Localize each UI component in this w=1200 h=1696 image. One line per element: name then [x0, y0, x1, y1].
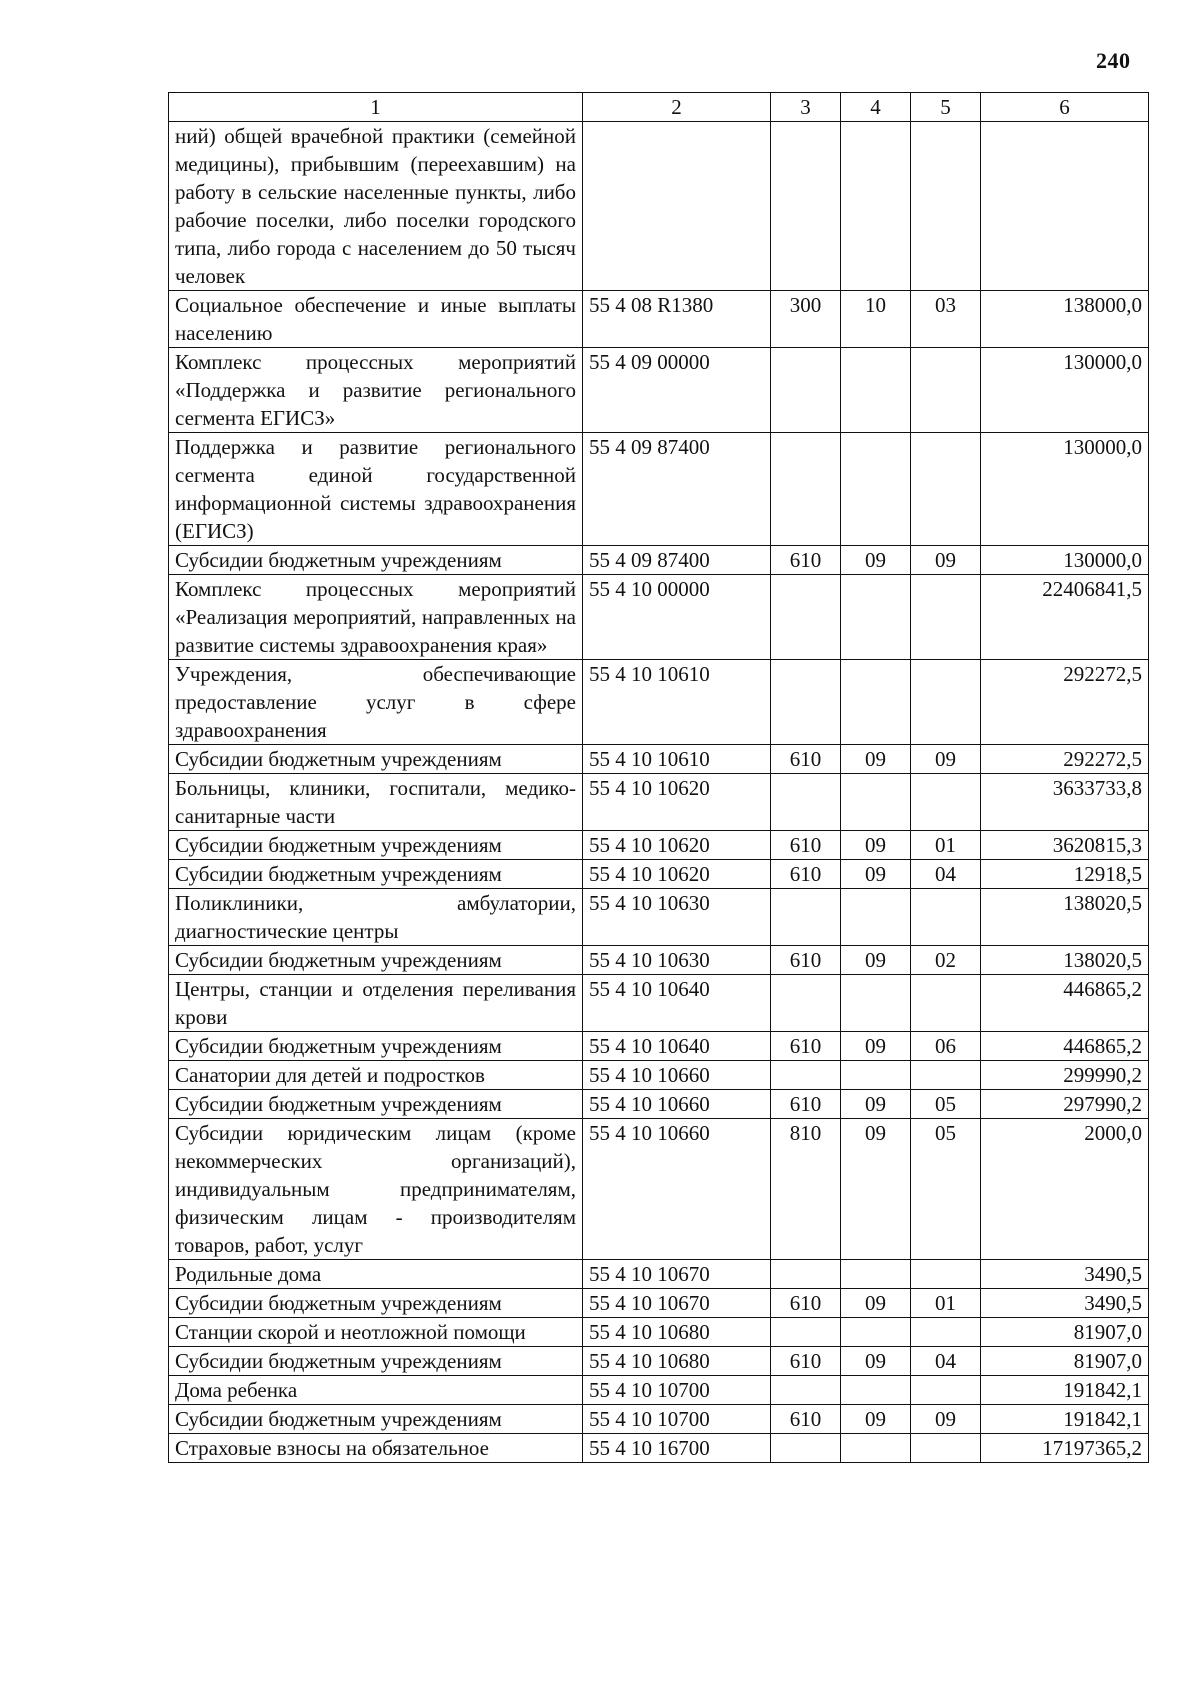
row-col4 [841, 1434, 911, 1463]
row-name: Субсидии бюджетным учреждениям [169, 1405, 583, 1434]
row-col5: 02 [911, 946, 981, 975]
row-name: Субсидии бюджетным учреждениям [169, 860, 583, 889]
row-name: Субсидии бюджетным учреждениям [169, 1347, 583, 1376]
row-name: Станции скорой и неотложной помощи [169, 1318, 583, 1347]
row-name: Субсидии бюджетным учреждениям [169, 745, 583, 774]
row-amount: 130000,0 [981, 433, 1149, 546]
row-col5: 09 [911, 546, 981, 575]
row-col5: 05 [911, 1090, 981, 1119]
row-name: Страховые взносы на обязательное [169, 1434, 583, 1463]
row-amount [981, 122, 1149, 291]
table-row [169, 1061, 1149, 1090]
row-amount: 299990,2 [981, 1061, 1149, 1090]
row-code: 55 4 10 10680 [583, 1347, 771, 1376]
row-col4: 09 [841, 1405, 911, 1434]
row-amount: 191842,1 [981, 1405, 1149, 1434]
row-name: Субсидии бюджетным учреждениям [169, 1090, 583, 1119]
row-col4 [841, 660, 911, 745]
row-col4 [841, 1376, 911, 1405]
row-col3: 610 [771, 1289, 841, 1318]
row-name: Субсидии бюджетным учреждениям [169, 831, 583, 860]
row-code: 55 4 09 87400 [583, 433, 771, 546]
row-col3: 610 [771, 745, 841, 774]
row-name: Дома ребенка [169, 1376, 583, 1405]
row-name: Больницы, клиники, госпитали, медико-санитарные части [169, 774, 583, 831]
row-col4: 10 [841, 291, 911, 348]
row-amount: 2000,0 [981, 1119, 1149, 1260]
row-col3: 810 [771, 1119, 841, 1260]
row-col4 [841, 1260, 911, 1289]
row-name: Комплекс процессных мероприятий «Поддержка и развитие регионального сегмента ЕГИСЗ» [169, 348, 583, 433]
row-code: 55 4 10 00000 [583, 575, 771, 660]
row-amount: 446865,2 [981, 975, 1149, 1032]
row-amount: 81907,0 [981, 1318, 1149, 1347]
row-col4: 09 [841, 1032, 911, 1061]
row-col4 [841, 433, 911, 546]
row-col5: 09 [911, 1405, 981, 1434]
row-col5 [911, 975, 981, 1032]
row-code: 55 4 10 10660 [583, 1061, 771, 1090]
row-col3 [771, 889, 841, 946]
row-col3 [771, 1061, 841, 1090]
row-col3: 610 [771, 831, 841, 860]
table-row [169, 1032, 1149, 1061]
table-row [169, 291, 1149, 348]
row-col5 [911, 889, 981, 946]
row-col4: 09 [841, 1289, 911, 1318]
table-row [169, 1119, 1149, 1260]
row-amount: 3490,5 [981, 1289, 1149, 1318]
row-col4 [841, 889, 911, 946]
row-code: 55 4 10 10630 [583, 946, 771, 975]
table-row [169, 831, 1149, 860]
row-amount: 446865,2 [981, 1032, 1149, 1061]
row-col5: 05 [911, 1119, 981, 1260]
row-col5 [911, 433, 981, 546]
row-col3: 610 [771, 1347, 841, 1376]
table-header [169, 93, 1149, 122]
row-name: Субсидии бюджетным учреждениям [169, 946, 583, 975]
row-amount: 81907,0 [981, 1347, 1149, 1376]
row-col4 [841, 774, 911, 831]
budget-table [168, 92, 1149, 1463]
row-col5: 04 [911, 860, 981, 889]
table-row [169, 774, 1149, 831]
row-col5: 01 [911, 831, 981, 860]
row-col3: 610 [771, 1405, 841, 1434]
row-name: Субсидии бюджетным учреждениям [169, 1289, 583, 1318]
row-code: 55 4 10 10700 [583, 1405, 771, 1434]
row-code: 55 4 10 10680 [583, 1318, 771, 1347]
row-name: Поддержка и развитие регионального сегмента единой государственной информационной системы здравоохранения (ЕГИСЗ) [169, 433, 583, 546]
row-amount: 3633733,8 [981, 774, 1149, 831]
row-code: 55 4 10 10620 [583, 831, 771, 860]
row-col5 [911, 660, 981, 745]
row-col4: 09 [841, 546, 911, 575]
row-col3: 300 [771, 291, 841, 348]
row-name: Субсидии бюджетным учреждениям [169, 546, 583, 575]
row-amount: 138020,5 [981, 889, 1149, 946]
row-col3 [771, 1434, 841, 1463]
row-name: Центры, станции и отделения переливания крови [169, 975, 583, 1032]
row-col3 [771, 1260, 841, 1289]
column-header-3: 3 [771, 93, 841, 122]
page-number: 240 [1096, 48, 1131, 73]
row-code: 55 4 10 10620 [583, 774, 771, 831]
table-row [169, 1376, 1149, 1405]
row-code: 55 4 09 87400 [583, 546, 771, 575]
table-row [169, 1347, 1149, 1376]
table-row [169, 348, 1149, 433]
table-row [169, 745, 1149, 774]
row-amount: 17197365,2 [981, 1434, 1149, 1463]
row-col4 [841, 575, 911, 660]
row-col4 [841, 1061, 911, 1090]
row-col3: 610 [771, 946, 841, 975]
row-code: 55 4 10 10640 [583, 1032, 771, 1061]
row-code: 55 4 10 10660 [583, 1119, 771, 1260]
row-col3 [771, 348, 841, 433]
row-amount: 22406841,5 [981, 575, 1149, 660]
row-amount: 191842,1 [981, 1376, 1149, 1405]
row-col4: 09 [841, 1347, 911, 1376]
table-row [169, 1260, 1149, 1289]
row-col3: 610 [771, 546, 841, 575]
row-col4 [841, 975, 911, 1032]
table-row [169, 860, 1149, 889]
column-header-5: 5 [911, 93, 981, 122]
table-row [169, 1090, 1149, 1119]
table-row [169, 946, 1149, 975]
row-col3: 610 [771, 1032, 841, 1061]
row-col4 [841, 348, 911, 433]
row-col3 [771, 774, 841, 831]
column-header-2: 2 [583, 93, 771, 122]
row-code: 55 4 09 00000 [583, 348, 771, 433]
row-amount: 292272,5 [981, 660, 1149, 745]
row-col5 [911, 122, 981, 291]
row-amount: 12918,5 [981, 860, 1149, 889]
row-col3 [771, 122, 841, 291]
row-amount: 3490,5 [981, 1260, 1149, 1289]
row-amount: 297990,2 [981, 1090, 1149, 1119]
table-row [169, 575, 1149, 660]
column-header-1: 1 [169, 93, 583, 122]
row-col4: 09 [841, 745, 911, 774]
row-col5 [911, 1318, 981, 1347]
row-code: 55 4 10 10620 [583, 860, 771, 889]
row-code: 55 4 08 R1380 [583, 291, 771, 348]
row-amount: 292272,5 [981, 745, 1149, 774]
row-code: 55 4 10 10630 [583, 889, 771, 946]
row-name: Учреждения, обеспечивающие предоставление услуг в сфере здравоохранения [169, 660, 583, 745]
row-code [583, 122, 771, 291]
column-header-6: 6 [981, 93, 1149, 122]
row-amount: 138020,5 [981, 946, 1149, 975]
row-name: Родильные дома [169, 1260, 583, 1289]
row-col3 [771, 660, 841, 745]
table-row [169, 1289, 1149, 1318]
row-amount: 130000,0 [981, 348, 1149, 433]
row-col5: 03 [911, 291, 981, 348]
row-amount: 3620815,3 [981, 831, 1149, 860]
table-row [169, 1405, 1149, 1434]
row-col3: 610 [771, 860, 841, 889]
row-code: 55 4 10 10660 [583, 1090, 771, 1119]
row-col4: 09 [841, 831, 911, 860]
table-body [169, 122, 1149, 1463]
row-col5 [911, 575, 981, 660]
row-col5 [911, 1434, 981, 1463]
table-row [169, 122, 1149, 291]
row-code: 55 4 10 10670 [583, 1260, 771, 1289]
row-col5: 09 [911, 745, 981, 774]
row-col5: 04 [911, 1347, 981, 1376]
row-col5 [911, 774, 981, 831]
row-code: 55 4 10 10610 [583, 660, 771, 745]
header-row [169, 93, 1149, 122]
row-code: 55 4 10 10670 [583, 1289, 771, 1318]
row-col3 [771, 1376, 841, 1405]
row-col4: 09 [841, 1090, 911, 1119]
row-col5: 06 [911, 1032, 981, 1061]
row-name: Субсидии бюджетным учреждениям [169, 1032, 583, 1061]
table-row [169, 433, 1149, 546]
row-col5: 01 [911, 1289, 981, 1318]
row-col3 [771, 433, 841, 546]
row-code: 55 4 10 10640 [583, 975, 771, 1032]
row-amount: 130000,0 [981, 546, 1149, 575]
row-name: Поликлиники, амбулатории, диагностические центры [169, 889, 583, 946]
row-col5 [911, 1061, 981, 1090]
row-col3 [771, 1318, 841, 1347]
row-name: Санатории для детей и подростков [169, 1061, 583, 1090]
row-col4: 09 [841, 1119, 911, 1260]
row-col4 [841, 1318, 911, 1347]
table-row [169, 889, 1149, 946]
row-name: Субсидии юридическим лицам (кроме некоммерческих организаций), индивидуальным предпринимателям, физическим лицам - производителям товаров, работ, услуг [169, 1119, 583, 1260]
row-code: 55 4 10 10610 [583, 745, 771, 774]
row-col4: 09 [841, 860, 911, 889]
table-row [169, 1434, 1149, 1463]
table-row [169, 1318, 1149, 1347]
row-col4: 09 [841, 946, 911, 975]
column-header-4: 4 [841, 93, 911, 122]
row-col3 [771, 975, 841, 1032]
table-row [169, 546, 1149, 575]
row-col5 [911, 1376, 981, 1405]
row-col5 [911, 1260, 981, 1289]
row-col5 [911, 348, 981, 433]
table-row [169, 975, 1149, 1032]
row-amount: 138000,0 [981, 291, 1149, 348]
table-row [169, 660, 1149, 745]
row-col3: 610 [771, 1090, 841, 1119]
row-name: Комплекс процессных мероприятий «Реализация мероприятий, направленных на развитие системы здравоохранения края» [169, 575, 583, 660]
row-name: ний) общей врачебной практики (семейной медицины), прибывшим (переехавшим) на работу в сельские населенные пункты, либо рабочие поселки, либо поселки городского типа, либо города с населением до 50 тысяч человек [169, 122, 583, 291]
row-col4 [841, 122, 911, 291]
row-name: Социальное обеспечение и иные выплаты населению [169, 291, 583, 348]
row-code: 55 4 10 10700 [583, 1376, 771, 1405]
row-code: 55 4 10 16700 [583, 1434, 771, 1463]
row-col3 [771, 575, 841, 660]
